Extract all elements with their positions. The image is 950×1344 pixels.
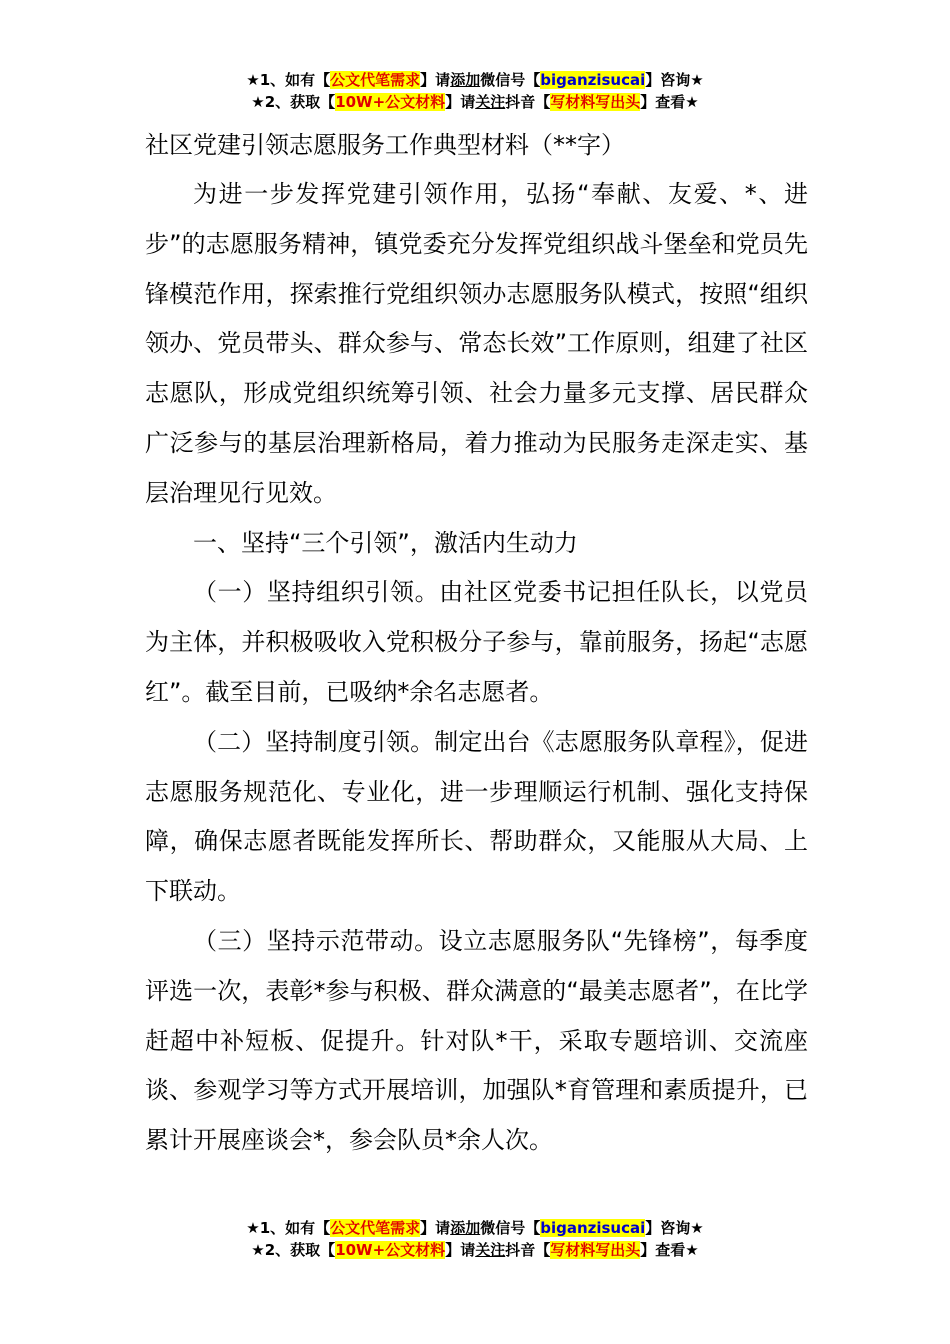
highlight-wechat-id: biganzisucai (540, 1219, 646, 1237)
highlight-wechat-id: biganzisucai (540, 71, 646, 89)
highlight-service: 公文代笔需求 (330, 71, 421, 89)
banner-line-2 (0, 91, 950, 113)
banner-text: 抖音【 (505, 1241, 551, 1259)
underlined-word: 添加 (450, 71, 481, 89)
document-title: 社区党建引领志愿服务工作典型材料（**字） (145, 131, 625, 159)
banner-text: 抖音【 (505, 93, 551, 111)
banner-text: 】查看★ (640, 93, 699, 111)
banner-line-1 (0, 1217, 950, 1239)
underlined-word: 关注 (475, 1241, 506, 1259)
paragraph-organization: （一）坚持组织引领。由社区党委书记担任队长，以党员为主体，并积极吸收入党积极分子参与，靠前服务，扬起“志愿红”。截至目前，已吸纳*余名志愿者。 (145, 578, 808, 706)
paragraph-demonstration: （三）坚持示范带动。设立志愿服务队“先锋榜”，每季度评选一次，表彰*参与积极、群众满意的“最美志愿者”，在比学赶超中补短板、促提升。针对队*干，采取专题培训、交流座谈、参观学习等方式开展培训，加强队*育管理和素质提升，已累计开展座谈会*，参会队员*余人次。 (145, 926, 808, 1155)
highlight-materials: 10W+公文材料 (335, 93, 446, 111)
banner-text: ★1、如有【 (246, 1219, 331, 1237)
paragraph-system: （二）坚持制度引领。制定出台《志愿服务队章程》，促进志愿服务规范化、专业化，进一步理顺运行机制、强化支持保障，确保志愿者既能发挥所长、帮助群众，又能服从大局、上下联动。 (145, 727, 808, 906)
banner-text: 】请 (420, 1219, 451, 1237)
banner-text: 】请 (445, 93, 476, 111)
banner-text: 】咨询★ (645, 1219, 704, 1237)
document-body (145, 126, 808, 1166)
banner-line-1 (0, 69, 950, 91)
banner-text: 微信号【 (480, 71, 541, 89)
highlight-douyin-account: 写材料写出头 (550, 1241, 641, 1259)
banner-text: 】请 (445, 1241, 476, 1259)
underlined-word: 添加 (450, 1219, 481, 1237)
banner-text: 】请 (420, 71, 451, 89)
header-banner (0, 69, 950, 113)
banner-text: ★2、获取【 (251, 1241, 336, 1259)
banner-text: 】查看★ (640, 1241, 699, 1259)
banner-text: ★1、如有【 (246, 71, 331, 89)
highlight-douyin-account: 写材料写出头 (550, 93, 641, 111)
highlight-materials: 10W+公文材料 (335, 1241, 446, 1259)
paragraph-intro: 为进一步发挥党建引领作用，弘扬“奉献、友爱、*、进步”的志愿服务精神，镇党委充分发挥党组织战斗堡垒和党员先锋模范作用，探索推行党组织领办志愿服务队模式，按照“组织领办、党员带头、群众参与、常态长效”工作原则，组建了社区志愿队，形成党组织统筹引领、社会力量多元支撑、居民群众广泛参与的基层治理新格局，着力推动为民服务走深走实、基层治理见行见效。 (145, 180, 808, 507)
footer-banner (0, 1217, 950, 1261)
banner-text: ★2、获取【 (251, 93, 336, 111)
banner-line-2 (0, 1239, 950, 1261)
section-heading: 一、坚持“三个引领”，激活内生动力 (193, 528, 578, 557)
underlined-word: 关注 (475, 93, 506, 111)
banner-text: 微信号【 (480, 1219, 541, 1237)
banner-text: 】咨询★ (645, 71, 704, 89)
highlight-service: 公文代笔需求 (330, 1219, 421, 1237)
